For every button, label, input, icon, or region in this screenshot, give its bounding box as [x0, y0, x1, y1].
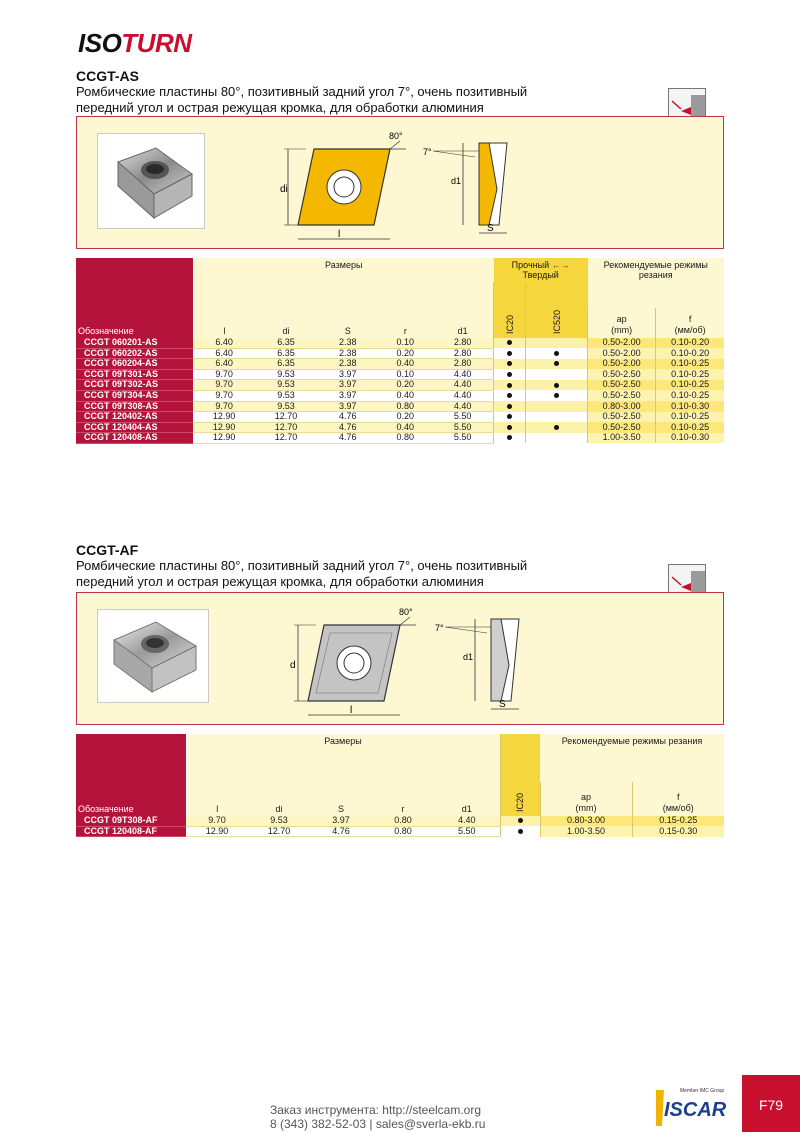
di-cell: 12.70 [255, 422, 317, 433]
grade-ic520-cell [526, 380, 588, 391]
svg-text:di: di [280, 184, 288, 195]
insert-side-view-drawing [427, 605, 537, 720]
col-l: l [193, 308, 255, 338]
designation-cell: CCGT 120408-AS [76, 433, 193, 444]
di-cell: 9.53 [255, 380, 317, 391]
col-ap: ap (mm) [540, 782, 632, 816]
di-cell: 6.35 [255, 338, 317, 348]
l-cell: 6.40 [193, 348, 255, 359]
svg-text:Member IMC Group: Member IMC Group [680, 1088, 725, 1094]
col-d1: d1 [434, 782, 500, 816]
ccgt-af-spec-table [76, 734, 724, 837]
f-cell: 0.10-0.25 [656, 369, 724, 380]
recommended-header: Рекомендуемые режимы резания [540, 734, 724, 782]
d1-cell: 5.50 [434, 826, 500, 837]
section-title: CCGT-AS [76, 68, 139, 84]
l-cell: 9.70 [193, 390, 255, 401]
designation-cell: CCGT 060204-AS [76, 359, 193, 370]
d1-cell: 5.50 [432, 412, 494, 423]
insert-photo [97, 609, 209, 703]
order-info [270, 1103, 485, 1131]
col-f: f (мм/об) [656, 308, 724, 338]
grade-ic520-cell [526, 433, 588, 444]
l-cell: 9.70 [193, 380, 255, 391]
ap-cell: 1.00-3.50 [588, 433, 656, 444]
availability-dot [554, 425, 559, 430]
insert-side-view-drawing [415, 129, 525, 244]
order-url[interactable]: Заказ инструмента: http://steelcam.org [270, 1103, 482, 1117]
grade-ic20-cell [494, 348, 526, 359]
table-row [76, 826, 724, 837]
section-description: Ромбические пластины 80°, позитивный задний угол 7°, очень позитивный передний угол и острая режущая кромка, для обработки алюминия [76, 558, 528, 589]
grade-ic20-cell [500, 816, 540, 826]
r-cell: 0.20 [379, 348, 432, 359]
grade-ic520-cell [526, 422, 588, 433]
di-cell: 6.35 [255, 348, 317, 359]
grade-ic20-cell [494, 401, 526, 412]
designation-cell: CCGT 09T301-AS [76, 369, 193, 380]
l-cell: 6.40 [193, 338, 255, 348]
svg-text:80°: 80° [389, 131, 403, 141]
grade-ic20-cell [500, 826, 540, 837]
insert-top-view-drawing [282, 127, 412, 252]
availability-dot [518, 818, 523, 823]
col-f: f (мм/об) [632, 782, 724, 816]
f-cell: 0.10-0.30 [656, 401, 724, 412]
designation-cell: CCGT 09T302-AS [76, 380, 193, 391]
ap-cell: 0.50-2.50 [588, 412, 656, 423]
s-cell: 4.76 [310, 826, 372, 837]
di-cell: 6.35 [255, 359, 317, 370]
s-cell: 2.38 [317, 338, 379, 348]
r-cell: 0.40 [379, 422, 432, 433]
r-cell: 0.40 [379, 359, 432, 370]
page-number: F79 [742, 1075, 800, 1132]
d1-cell: 2.80 [432, 348, 494, 359]
insert-figure-panel [76, 592, 724, 725]
availability-dot [554, 383, 559, 388]
designation-cell: CCGT 09T308-AF [76, 816, 186, 826]
svg-text:ISCAR: ISCAR [664, 1099, 727, 1121]
f-cell: 0.10-0.25 [656, 422, 724, 433]
ap-cell: 0.50-2.50 [588, 390, 656, 401]
s-cell: 3.97 [317, 390, 379, 401]
l-cell: 12.90 [186, 826, 248, 837]
ap-cell: 0.50-2.50 [588, 380, 656, 391]
isoturn-logo: ISOTURN [78, 28, 192, 58]
dims-header: Размеры [186, 734, 500, 782]
svg-text:d1: d1 [451, 176, 462, 186]
di-cell: 9.53 [255, 401, 317, 412]
col-ap: ap (mm) [588, 308, 656, 338]
s-cell: 3.97 [317, 369, 379, 380]
table-row [76, 359, 724, 370]
f-cell: 0.10-0.25 [656, 380, 724, 391]
availability-dot [554, 393, 559, 398]
col-di: di [248, 782, 310, 816]
r-cell: 0.40 [379, 390, 432, 401]
insert-figure-panel [76, 116, 724, 249]
ap-cell: 0.50-2.00 [588, 338, 656, 348]
ap-cell: 0.80-3.00 [588, 401, 656, 412]
s-cell: 2.38 [317, 348, 379, 359]
col-l: l [186, 782, 248, 816]
availability-dot [518, 829, 523, 834]
di-cell: 9.53 [248, 816, 310, 826]
l-cell: 12.90 [193, 412, 255, 423]
col-r: r [379, 308, 432, 338]
designation-cell: CCGT 120408-AF [76, 826, 186, 837]
d1-cell: 4.40 [434, 816, 500, 826]
di-cell: 9.53 [255, 369, 317, 380]
ap-cell: 1.00-3.50 [540, 826, 632, 837]
d1-cell: 4.40 [432, 369, 494, 380]
grade-ic20-cell [494, 369, 526, 380]
s-cell: 4.76 [317, 422, 379, 433]
availability-dot [507, 383, 512, 388]
availability-dot [507, 351, 512, 356]
designation-cell: CCGT 060202-AS [76, 348, 193, 359]
svg-text:7°: 7° [435, 623, 444, 633]
r-cell: 0.10 [379, 369, 432, 380]
availability-dot [507, 340, 512, 345]
f-cell: 0.10-0.30 [656, 433, 724, 444]
table-row [76, 390, 724, 401]
table-row [76, 816, 724, 826]
ap-cell: 0.80-3.00 [540, 816, 632, 826]
grade-header: Прочный ←→ Твердый [494, 258, 588, 282]
l-cell: 9.70 [186, 816, 248, 826]
availability-dot [507, 393, 512, 398]
table-row [76, 369, 724, 380]
d1-cell: 4.40 [432, 401, 494, 412]
r-cell: 0.80 [372, 816, 434, 826]
f-cell: 0.10-0.25 [656, 390, 724, 401]
col-designation: Обозначение [76, 258, 193, 338]
ap-cell: 0.50-2.50 [588, 369, 656, 380]
designation-cell: CCGT 09T304-AS [76, 390, 193, 401]
di-cell: 9.53 [255, 390, 317, 401]
grade-ic20: IC20 [500, 734, 540, 816]
grade-ic20-cell [494, 433, 526, 444]
l-cell: 6.40 [193, 359, 255, 370]
svg-text:7°: 7° [423, 147, 432, 157]
availability-dot [554, 361, 559, 366]
grade-ic520-cell [526, 338, 588, 348]
f-cell: 0.10-0.25 [656, 359, 724, 370]
availability-dot [507, 414, 512, 419]
iscar-logo [656, 1082, 736, 1128]
di-cell: 12.70 [248, 826, 310, 837]
col-di: di [255, 308, 317, 338]
grade-ic520-cell [526, 412, 588, 423]
d1-cell: 2.80 [432, 359, 494, 370]
col-designation: Обозначение [76, 734, 186, 816]
table-row [76, 348, 724, 359]
table-row [76, 412, 724, 423]
d1-cell: 4.40 [432, 380, 494, 391]
table-row [76, 338, 724, 348]
grade-ic20-cell [494, 380, 526, 391]
s-cell: 3.97 [317, 401, 379, 412]
grade-ic20-cell [494, 412, 526, 423]
svg-text:S: S [487, 223, 494, 234]
d1-cell: 5.50 [432, 433, 494, 444]
svg-text:l: l [338, 229, 341, 240]
insert-photo [97, 133, 205, 229]
order-contacts[interactable]: 8 (343) 382-52-03 | sales@sverla-ekb.ru [270, 1117, 486, 1131]
svg-text:d1: d1 [463, 652, 474, 662]
grade-ic520-cell [526, 348, 588, 359]
s-cell: 4.76 [317, 433, 379, 444]
grade-ic520: IC520 [526, 282, 588, 338]
svg-text:80°: 80° [399, 607, 413, 617]
grade-ic20-cell [494, 390, 526, 401]
availability-dot [507, 425, 512, 430]
l-cell: 12.90 [193, 433, 255, 444]
availability-dot [507, 404, 512, 409]
designation-cell: CCGT 120404-AS [76, 422, 193, 433]
section-title: CCGT-AF [76, 542, 139, 558]
availability-dot [554, 351, 559, 356]
l-cell: 12.90 [193, 422, 255, 433]
dims-header: Размеры [193, 258, 494, 282]
table-row [76, 401, 724, 412]
designation-cell: CCGT 120402-AS [76, 412, 193, 423]
f-cell: 0.15-0.25 [632, 816, 724, 826]
r-cell: 0.10 [379, 338, 432, 348]
r-cell: 0.80 [372, 826, 434, 837]
ap-cell: 0.50-2.00 [588, 348, 656, 359]
availability-dot [507, 435, 512, 440]
recommended-header: Рекомендуемые режимы резания [588, 258, 724, 282]
col-r: r [372, 782, 434, 816]
svg-text:S: S [499, 699, 506, 710]
f-cell: 0.15-0.30 [632, 826, 724, 837]
d1-cell: 2.80 [432, 338, 494, 348]
l-cell: 9.70 [193, 401, 255, 412]
grade-ic520-cell [526, 401, 588, 412]
ap-cell: 0.50-2.00 [588, 359, 656, 370]
grade-ic20-cell [494, 338, 526, 348]
grade-ic520-cell [526, 369, 588, 380]
r-cell: 0.80 [379, 433, 432, 444]
s-cell: 3.97 [310, 816, 372, 826]
col-s: S [310, 782, 372, 816]
s-cell: 4.76 [317, 412, 379, 423]
section-description: Ромбические пластины 80°, позитивный задний угол 7°, очень позитивный передний угол и острая режущая кромка, для обработки алюминия [76, 84, 528, 115]
grade-ic520-cell [526, 390, 588, 401]
designation-cell: CCGT 060201-AS [76, 338, 193, 348]
grade-ic20-cell [494, 359, 526, 370]
f-cell: 0.10-0.20 [656, 348, 724, 359]
grade-ic20-cell [494, 422, 526, 433]
grade-ic520-cell [526, 359, 588, 370]
d1-cell: 5.50 [432, 422, 494, 433]
f-cell: 0.10-0.25 [656, 412, 724, 423]
availability-dot [507, 372, 512, 377]
insert-top-view-drawing [292, 603, 422, 728]
ap-cell: 0.50-2.50 [588, 422, 656, 433]
di-cell: 12.70 [255, 412, 317, 423]
availability-dot [507, 361, 512, 366]
svg-text:d: d [290, 660, 296, 671]
r-cell: 0.20 [379, 380, 432, 391]
col-d1: d1 [432, 308, 494, 338]
r-cell: 0.80 [379, 401, 432, 412]
table-row [76, 433, 724, 444]
r-cell: 0.20 [379, 412, 432, 423]
f-cell: 0.10-0.20 [656, 338, 724, 348]
table-row [76, 380, 724, 391]
di-cell: 12.70 [255, 433, 317, 444]
svg-text:l: l [350, 705, 353, 716]
s-cell: 2.38 [317, 359, 379, 370]
col-s: S [317, 308, 379, 338]
designation-cell: CCGT 09T308-AS [76, 401, 193, 412]
grade-ic20: IC20 [494, 282, 526, 338]
table-row [76, 422, 724, 433]
s-cell: 3.97 [317, 380, 379, 391]
d1-cell: 4.40 [432, 390, 494, 401]
ccgt-as-spec-table [76, 258, 724, 444]
l-cell: 9.70 [193, 369, 255, 380]
